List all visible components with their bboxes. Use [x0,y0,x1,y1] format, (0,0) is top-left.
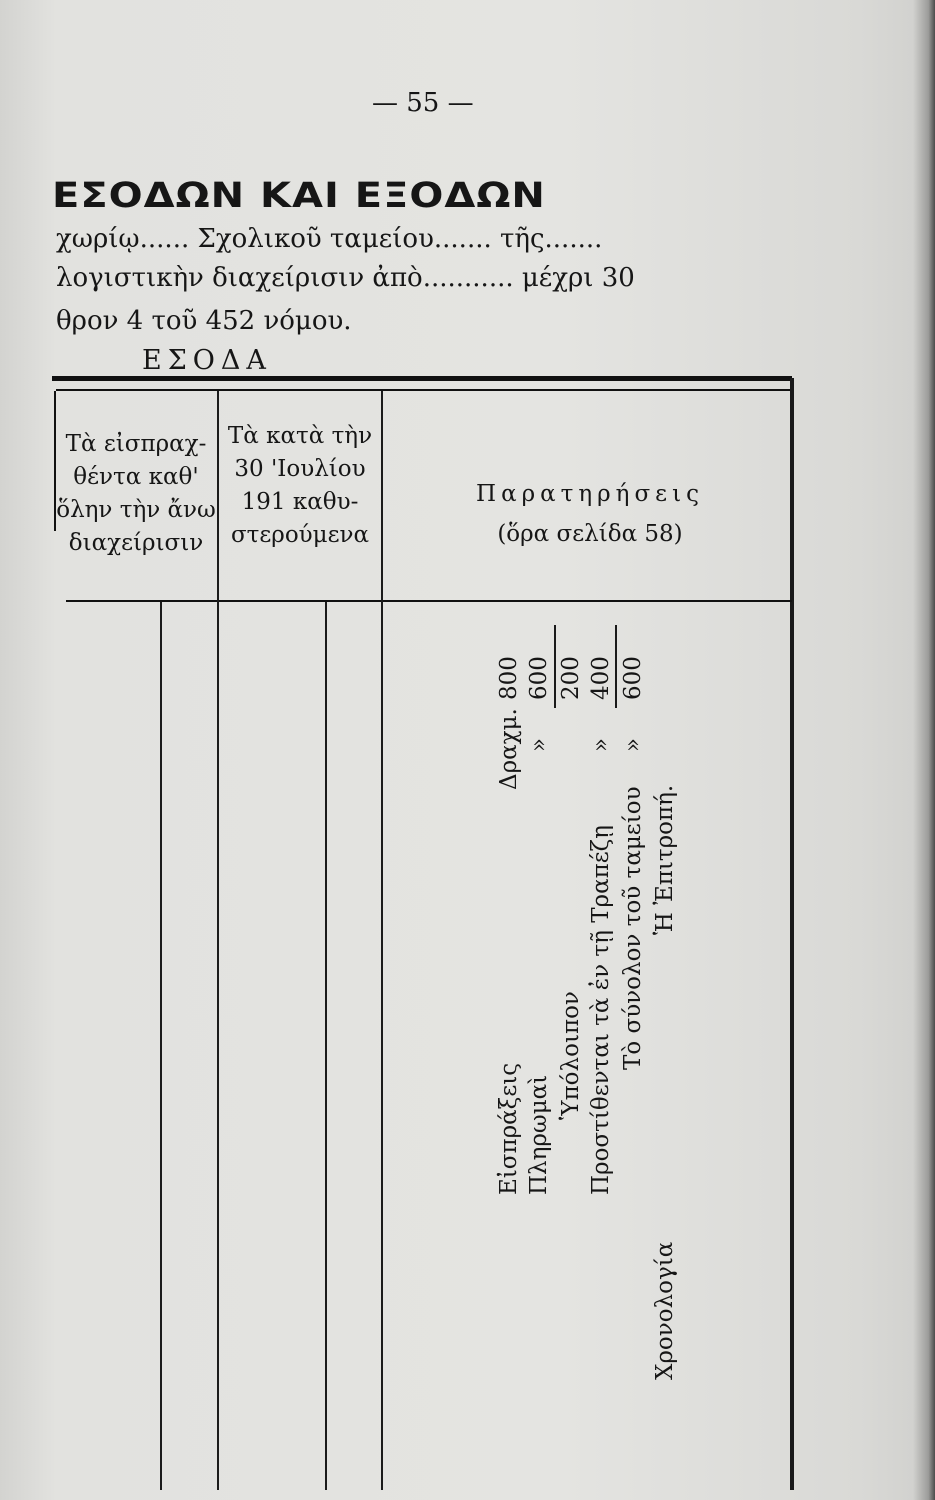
obs-label-committee: Ἡ Ἐπιτροπή. [652,784,678,935]
obs-label-bank-added: Προστίθενται τὰ ἐν τῇ Τραπέζῃ [588,825,614,1195]
obs-label-total: Τὸ σύνολον τοῦ ταμείου [620,786,646,1070]
obs-amount-balance: 200 [558,656,584,700]
obs-amount-total: 600 [620,656,646,700]
header-text: Παρατηρήσεις [476,481,704,507]
intro-line-1: χωρίῳ...... Σχολικοῦ ταμείου....... τῆς....... [56,224,603,254]
page-heading: ΕΣΟΔΩΝ ΚΑΙ ΕΞΟΔΩΝ [52,176,546,216]
page-number: — 55 — [372,88,474,118]
obs-label-balance: Ὑπόλοιπον [558,991,584,1120]
obs-currency-receipts: Δραχμ. [496,708,522,790]
obs-currency-payments: » [526,737,552,752]
obs-label-date: Χρονολογία [652,1241,678,1380]
header-text: 30 'Ιουλίου [234,456,366,482]
obs-label-payments: Πληρωμαὶ [526,1074,552,1195]
intro-line-3: θρον 4 τοῦ 452 νόμου. [56,306,352,336]
obs-amount-payments: 600 [526,656,552,700]
obs-currency-total: » [620,737,646,752]
header-text: διαχείρισιν [68,530,204,556]
header-text: ὅλην τὴν ἄνω [56,497,216,523]
obs-currency-bank-added: » [588,737,614,752]
header-text: Τὰ εἰσπραχ- [65,431,207,457]
header-text: στερούμενα [230,522,370,548]
intro-line-2: λογιστικὴν διαχείρισιν ἀπὸ........... μέχρι 30 [56,263,635,293]
obs-label-receipts: Εἰσπράξεις [496,1062,522,1195]
obs-amount-receipts: 800 [496,656,522,700]
header-text: θέντα καθ' [73,464,199,490]
obs-amount-bank-added: 400 [588,656,614,700]
header-text: (ὅρα σελίδα 58) [497,521,683,547]
section-title: ΕΣΟΔΑ [142,345,272,376]
header-text: 191 καθυ- [241,489,359,515]
header-text: Τὰ κατὰ τὴν [227,423,373,449]
